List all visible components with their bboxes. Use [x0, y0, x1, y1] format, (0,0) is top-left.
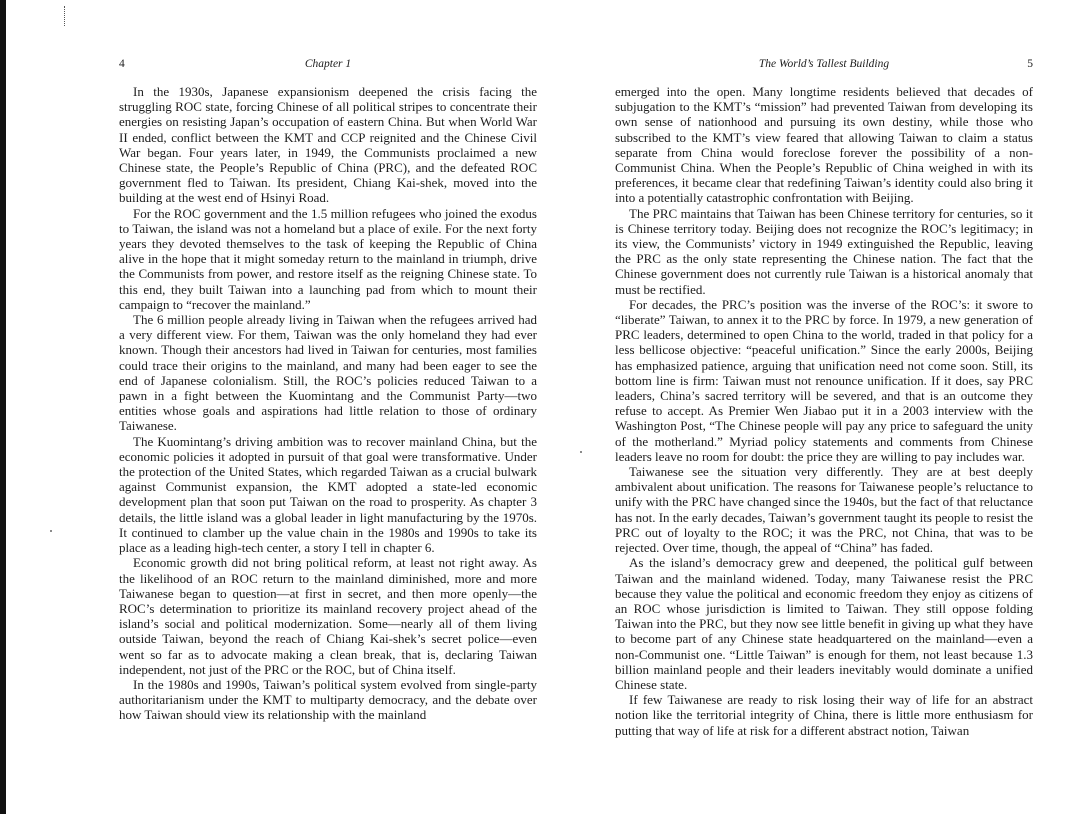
- paragraph: If few Taiwanese are ready to risk losing their way of life for an abstract notion like the territorial integrity of China, there is little more enthusiasm for putting that way of life at risk for a different abstract notion, Taiwan: [615, 692, 1033, 738]
- paragraph: The 6 million people already living in Taiwan when the refugees arrived had a very different view. For them, Taiwan was the only homeland they had ever known. Though their ancestors had lived in Taiwan for centuries, most families could trace their origins to the mainland, and many had been eager to see the end of Japanese colonialism. Still, the ROC’s policies reduced Taiwan to a pawn in a fight between the Kuomintang and the Communist Party—two entities whose goals and aspirations had little relation to those of ordinary Taiwanese.: [119, 312, 537, 434]
- paragraph: In the 1980s and 1990s, Taiwan’s political system evolved from single-party authoritarianism under the KMT to multiparty democracy, and the debate over how Taiwan should view its relationship with the mainland: [119, 676, 537, 723]
- paragraph: For the ROC government and the 1.5 million refugees who joined the exodus to Taiwan, the island was not a homeland but a place of exile. For the next forty years they devoted themselves to the task of keeping the Republic of China alive in the hope that it might someday return to the mainland in triumph, drive the Communists from power, and restore itself as the reigning Chinese state. To this end, they built Taiwan into a launching pad from which to mount their campaign to “recover the mainland.”: [119, 205, 537, 312]
- left-page-body: [119, 84, 537, 723]
- left-page-header: [119, 56, 537, 84]
- paragraph: Taiwanese see the situation very differently. They are at best deeply ambivalent about unification. The reasons for Taiwanese people’s reluctance to unify with the PRC have changed since the 1940s, but the fact of that reluctance has not. In the early decades, Taiwan’s government taught its people to resist the PRC out of loyalty to the ROC; it was the PRC, not China, that was to be rejected. Over time, though, the appeal of “China” has faded.: [615, 464, 1033, 556]
- scan-speck: [580, 451, 582, 453]
- right-page-body: [615, 84, 1033, 738]
- paragraph: For decades, the PRC’s position was the inverse of the ROC’s: it swore to “liberate” Taiwan, to annex it to the PRC by force. In 1979, a new generation of PRC leaders, determined to open China to the world, traded in that policy for a less bellicose objective: “peaceful unification.” Since the early 2000s, Beijing has emphasized patience, arguing that unification need not come soon. Still, its bottom line is firm: Taiwan must not renounce unification. If it does, say PRC leaders, China’s sacred territory will be severed, and that is an outcome they refuse to accept. As Premier Wen Jiabao put it in a 2003 interview with the Washington Post, “The Chinese people will pay any price to safeguard the unity of the motherland.” Myriad policy statements and comments from Chinese leaders leave no room for doubt: the price they are willing to pay includes war.: [615, 296, 1033, 464]
- scan-speck: [50, 530, 52, 532]
- paragraph: Economic growth did not bring political reform, at least not right away. As the likelihood of an ROC return to the mainland diminished, more and more Taiwanese began to question—at first in secret, and then more openly—the ROC’s determination to prioritize its mainland recovery project ahead of the island’s social and political modernization. Some—nearly all of them living outside Taiwan, beyond the reach of Chiang Kai-shek’s secret police—even went so far as to advocate making a clean break, that is, declaring Taiwan independent, not just of the PRC or the ROC, but of China itself.: [119, 555, 537, 677]
- paragraph: As the island’s democracy grew and deepened, the political gulf between Taiwan and the mainland widened. Today, many Taiwanese resist the PRC because they value the political and economic freedom they enjoy as citizens of an ROC whose jurisdiction is limited to Taiwan. They still oppose folding Taiwan into the PRC, but they now see little benefit in giving up what they have to become part of any Chinese state headquartered on the mainland—even a non-Communist one. “Little Taiwan” is enough for them, not least because 1.3 billion mainland people and their leaders inevitably would dominate a unified Chinese state.: [615, 555, 1033, 692]
- book-spine-shadow: [0, 0, 6, 814]
- running-head: Chapter 1: [304, 58, 352, 70]
- page-number: 5: [1027, 58, 1033, 70]
- paragraph: The Kuomintang’s driving ambition was to recover mainland China, but the economic policies it adopted in pursuit of that goal were transformative. Under the protection of the United States, which regarded Taiwan as a crucial bulwark against Communist expansion, the KMT adopted a state-led economic development plan that soon put Taiwan on the road to prosperity. As chapter 3 details, the little island was a global leader in light manufacturing by the 1970s. It continued to clamber up the value chain in the 1980s and 1990s to take its place as a leading high-tech center, a story I tell in chapter 6.: [119, 433, 537, 556]
- running-head: The World’s Tallest Building: [758, 58, 890, 70]
- paragraph: In the 1930s, Japanese expansionism deepened the crisis facing the struggling ROC state, forcing Chinese of all political stripes to concentrate their energies on resisting Japan’s occupation of eastern China. But when World War II ended, conflict between the KMT and CCP reignited and the Chinese Civil War began. Four years later, in 1949, the Communists proclaimed a new Chinese state, the People’s Republic of China (PRC), and the defeated ROC government fled to Taiwan. Its president, Chiang Kai-shek, moved into the building at the west end of Hsinyi Road.: [119, 84, 537, 206]
- paragraph: The PRC maintains that Taiwan has been Chinese territory for centuries, so it is Chinese territory today. Beijing does not recognize the ROC’s legitimacy; in its view, the Communists’ victory in 1949 extinguished the Republic, leaving the PRC as the only state representing the Chinese nation. The fact that the Chinese government does not currently rule Taiwan is a historical anomaly that must be rectified.: [615, 205, 1033, 297]
- page-number: 4: [119, 58, 125, 70]
- left-page: [119, 56, 537, 723]
- right-page: [615, 56, 1033, 738]
- scan-mark: [64, 6, 66, 26]
- right-page-header: [615, 56, 1033, 84]
- paragraph-continuation: emerged into the open. Many longtime residents believed that decades of subjugation to the KMT’s “mission” had prevented Taiwan from developing its own sense of nationhood and pursuing its own destiny, while those who subscribed to the KMT’s view feared that allowing Taiwan to claim a status separate from China would foreclose forever the possibility of a non-Communist China. When the People’s Republic of China weighed in with its preferences, it became clear that redefining Taiwan’s identity could also bring it into a potentially catastrophic confrontation with Beijing.: [615, 84, 1033, 206]
